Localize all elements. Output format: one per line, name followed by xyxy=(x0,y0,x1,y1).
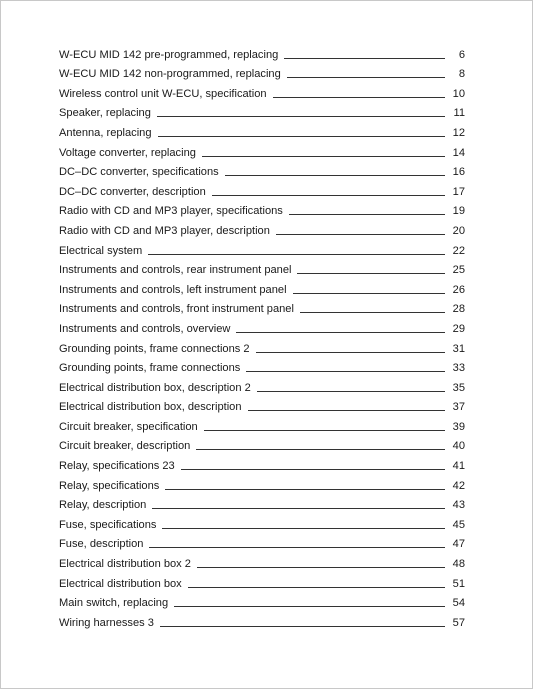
toc-leader-line xyxy=(174,606,445,607)
toc-entry-title[interactable]: Circuit breaker, description xyxy=(59,440,191,453)
toc-page-number[interactable]: 31 xyxy=(452,342,465,355)
toc-entry[interactable] xyxy=(59,493,465,513)
toc-page-number[interactable]: 14 xyxy=(452,146,465,159)
toc-entry-title[interactable]: Relay, description xyxy=(59,499,147,512)
toc-entry-title[interactable]: Electrical distribution box, description 2 xyxy=(59,381,251,394)
toc-leader-line xyxy=(152,508,445,509)
toc-leader-line xyxy=(196,449,445,450)
toc-page-number[interactable]: 37 xyxy=(452,401,465,414)
toc-entry-title[interactable]: Relay, specifications xyxy=(59,479,160,492)
toc-page-number[interactable]: 22 xyxy=(452,244,465,257)
toc-entry[interactable] xyxy=(59,62,465,82)
toc-leader-line xyxy=(273,97,445,98)
toc-entry[interactable] xyxy=(59,610,465,630)
toc-leader-line xyxy=(284,58,445,59)
toc-entry-title[interactable]: DC–DC converter, specifications xyxy=(59,166,219,179)
table-of-contents xyxy=(59,42,465,630)
toc-entry-title[interactable]: Antenna, replacing xyxy=(59,126,152,139)
toc-page-number[interactable]: 42 xyxy=(452,479,465,492)
toc-leader-line xyxy=(162,528,445,529)
toc-page-number[interactable]: 6 xyxy=(458,48,465,61)
toc-page-number[interactable]: 11 xyxy=(453,107,465,120)
toc-entry-title[interactable]: Electrical distribution box xyxy=(59,577,182,590)
toc-page-number[interactable]: 51 xyxy=(452,577,465,590)
toc-entry[interactable] xyxy=(59,42,465,62)
toc-page-number[interactable]: 41 xyxy=(452,460,465,473)
toc-entry[interactable] xyxy=(59,81,465,101)
toc-page-number[interactable]: 29 xyxy=(452,322,465,335)
toc-page-number[interactable]: 8 xyxy=(458,68,465,81)
toc-page-number[interactable]: 43 xyxy=(452,499,465,512)
toc-page-number[interactable]: 33 xyxy=(452,362,465,375)
toc-entry-title[interactable]: Wireless control unit W-ECU, specification xyxy=(59,87,267,100)
toc-entry[interactable] xyxy=(59,199,465,219)
toc-leader-line xyxy=(297,273,445,274)
toc-page-number[interactable]: 20 xyxy=(452,224,465,237)
toc-entry[interactable] xyxy=(59,218,465,238)
toc-entry[interactable] xyxy=(59,453,465,473)
toc-page-number[interactable]: 25 xyxy=(452,264,465,277)
toc-leader-line xyxy=(289,214,445,215)
toc-page-number[interactable]: 28 xyxy=(452,303,465,316)
toc-leader-line xyxy=(225,175,445,176)
toc-entry[interactable] xyxy=(59,160,465,180)
toc-page-number[interactable]: 17 xyxy=(452,185,465,198)
toc-entry-title[interactable]: Radio with CD and MP3 player, specifications xyxy=(59,205,283,218)
toc-page-number[interactable]: 16 xyxy=(452,166,465,179)
toc-entry[interactable] xyxy=(59,375,465,395)
toc-entry[interactable] xyxy=(59,551,465,571)
toc-page-number[interactable]: 48 xyxy=(452,558,465,571)
toc-entry-title[interactable]: Radio with CD and MP3 player, description xyxy=(59,224,270,237)
toc-leader-line xyxy=(276,234,445,235)
toc-entry[interactable] xyxy=(59,356,465,376)
toc-leader-line xyxy=(248,410,445,411)
toc-leader-line xyxy=(160,626,445,627)
toc-entry-title[interactable]: Instruments and controls, rear instrument panel xyxy=(59,264,292,277)
toc-page-number[interactable]: 26 xyxy=(452,283,465,296)
toc-entry-title[interactable]: Main switch, replacing xyxy=(59,597,169,610)
toc-leader-line xyxy=(300,312,445,313)
toc-entry-title[interactable]: Voltage converter, replacing xyxy=(59,146,196,159)
toc-entry-title[interactable]: Instruments and controls, overview xyxy=(59,322,231,335)
toc-entry[interactable] xyxy=(59,473,465,493)
toc-page-number[interactable]: 54 xyxy=(452,597,465,610)
toc-entry[interactable] xyxy=(59,591,465,611)
toc-entry-title[interactable]: Fuse, description xyxy=(59,538,144,551)
toc-entry[interactable] xyxy=(59,277,465,297)
toc-entry-title[interactable]: Electrical distribution box, description xyxy=(59,401,242,414)
toc-page-number[interactable]: 40 xyxy=(452,440,465,453)
toc-leader-line xyxy=(158,136,445,137)
toc-leader-line xyxy=(149,547,445,548)
toc-leader-line xyxy=(257,391,445,392)
toc-leader-line xyxy=(157,116,445,117)
toc-entry-title[interactable]: Relay, specifications 23 xyxy=(59,460,175,473)
toc-leader-line xyxy=(212,195,445,196)
toc-entry[interactable] xyxy=(59,297,465,317)
toc-leader-line xyxy=(188,587,445,588)
toc-entry[interactable] xyxy=(59,238,465,258)
toc-entry-title[interactable]: Instruments and controls, left instrument panel xyxy=(59,283,287,296)
toc-entry-title[interactable]: Speaker, replacing xyxy=(59,107,151,120)
toc-leader-line xyxy=(202,156,445,157)
toc-entry-title[interactable]: Grounding points, frame connections xyxy=(59,362,241,375)
toc-page-number[interactable]: 45 xyxy=(452,518,465,531)
toc-page-number[interactable]: 12 xyxy=(452,126,465,139)
toc-leader-line xyxy=(148,254,445,255)
toc-page-number[interactable]: 19 xyxy=(452,205,465,218)
toc-page-number[interactable]: 57 xyxy=(452,616,465,629)
toc-page-number[interactable]: 35 xyxy=(452,381,465,394)
toc-entry-title[interactable]: Electrical distribution box 2 xyxy=(59,558,191,571)
toc-entry[interactable] xyxy=(59,120,465,140)
toc-entry-title[interactable]: Grounding points, frame connections 2 xyxy=(59,342,250,355)
toc-entry[interactable] xyxy=(59,336,465,356)
toc-entry[interactable] xyxy=(59,512,465,532)
toc-entry[interactable] xyxy=(59,140,465,160)
toc-entry-title[interactable]: Electrical system xyxy=(59,244,143,257)
toc-leader-line xyxy=(236,332,445,333)
toc-entry[interactable] xyxy=(59,316,465,336)
toc-entry-title[interactable]: Instruments and controls, front instrument panel xyxy=(59,303,294,316)
toc-leader-line xyxy=(165,489,445,490)
toc-entry-title[interactable]: Wiring harnesses 3 xyxy=(59,616,154,629)
toc-page-number[interactable]: 10 xyxy=(452,87,465,100)
toc-leader-line xyxy=(293,293,445,294)
toc-entry-title[interactable]: Fuse, specifications xyxy=(59,518,157,531)
toc-entry[interactable] xyxy=(59,414,465,434)
toc-leader-line xyxy=(246,371,445,372)
toc-leader-line xyxy=(197,567,445,568)
toc-entry[interactable] xyxy=(59,434,465,454)
toc-entry[interactable] xyxy=(59,258,465,278)
toc-entry-title[interactable]: W-ECU MID 142 non-programmed, replacing xyxy=(59,68,281,81)
toc-entry[interactable] xyxy=(59,179,465,199)
toc-entry[interactable] xyxy=(59,532,465,552)
toc-leader-line xyxy=(256,352,445,353)
toc-leader-line xyxy=(181,469,445,470)
toc-leader-line xyxy=(287,77,445,78)
toc-page-number[interactable]: 39 xyxy=(452,420,465,433)
toc-entry-title[interactable]: DC–DC converter, description xyxy=(59,185,206,198)
toc-entry[interactable] xyxy=(59,395,465,415)
toc-entry-title[interactable]: Circuit breaker, specification xyxy=(59,420,198,433)
toc-entry-title[interactable]: W-ECU MID 142 pre-programmed, replacing xyxy=(59,48,279,61)
toc-page-number[interactable]: 47 xyxy=(452,538,465,551)
toc-entry[interactable] xyxy=(59,571,465,591)
toc-leader-line xyxy=(204,430,445,431)
toc-entry[interactable] xyxy=(59,101,465,121)
